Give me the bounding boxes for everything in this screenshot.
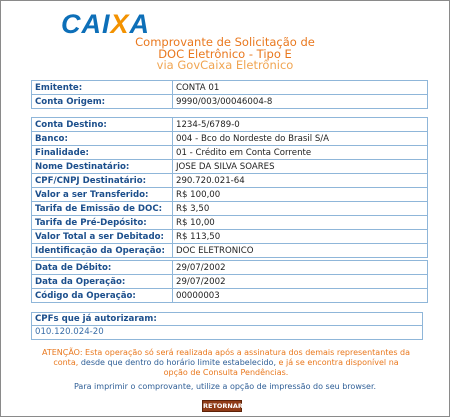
table-row [32, 132, 428, 146]
field-label: Identificação da Operação: [32, 244, 173, 258]
field-label: Conta Origem: [32, 95, 173, 109]
return-button[interactable]: RETORNAR [203, 402, 243, 410]
field-value: JOSE DA SILVA SOARES [173, 160, 428, 174]
page-title-line2: DOC Eletrônico - Tipo E [158, 47, 292, 61]
page-title-line1: Comprovante de Solicitação de [135, 35, 315, 49]
field-value: 00000003 [173, 289, 428, 303]
field-value: CONTA 01 [173, 81, 428, 95]
page-subtitle: via GovCaixa Eletrônico [156, 58, 294, 72]
table-row [32, 230, 428, 244]
origin-table [31, 80, 428, 109]
warning-part2: desde que dentro do horário limite estabelecido, [80, 358, 276, 367]
field-value: 29/07/2002 [173, 275, 428, 289]
table-row [32, 216, 428, 230]
table-row [32, 275, 428, 289]
table-row [32, 174, 428, 188]
field-label: Código da Operação: [32, 289, 173, 303]
field-value: 29/07/2002 [173, 261, 428, 275]
table-row [32, 188, 428, 202]
table-row [32, 81, 428, 95]
authorized-cpfs-header: CPFs que já autorizaram: [32, 313, 422, 326]
table-row [32, 160, 428, 174]
authorized-cpf-value: 010.120.024-20 [35, 327, 104, 337]
table-row [32, 202, 428, 216]
print-hint: Para imprimir o comprovante, utilize a opção de impressão do seu browser. [73, 382, 377, 391]
table-row [32, 244, 428, 258]
authorized-cpfs-box [31, 312, 423, 340]
dates-table [31, 260, 428, 303]
table-row [32, 146, 428, 160]
field-label: Valor a ser Transferido: [32, 188, 173, 202]
warning-message [41, 348, 411, 378]
table-row [32, 95, 428, 109]
field-value: 9990/003/00046004-8 [173, 95, 428, 109]
field-label: Banco: [32, 132, 173, 146]
field-value: 01 - Crédito em Conta Corrente [173, 146, 428, 160]
logo-text-cai: CAI [61, 9, 111, 39]
warning-part1: ATENÇÃO: Esta operação só será realizada após a assinatura dos demais representantes da conta, [41, 348, 411, 367]
table-row [32, 118, 428, 132]
field-value: DOC ELETRONICO [173, 244, 428, 258]
field-label: Data da Operação: [32, 275, 173, 289]
table-row [32, 289, 428, 303]
field-value: R$ 113,50 [173, 230, 428, 244]
field-label: Emitente: [32, 81, 173, 95]
field-label: CPF/CNPJ Destinatário: [32, 174, 173, 188]
field-label: Nome Destinatário: [32, 160, 173, 174]
field-value: 004 - Bco do Nordeste do Brasil S/A [173, 132, 428, 146]
field-label: Finalidade: [32, 146, 173, 160]
field-value: R$ 100,00 [173, 188, 428, 202]
field-label: Conta Destino: [32, 118, 173, 132]
logo-text-x: X [110, 9, 130, 39]
warning-part3: e já se encontra disponível na opção de Consulta Pendências. [163, 358, 399, 377]
field-label: Tarifa de Pré-Depósito: [32, 216, 173, 230]
field-value: 290.720.021-64 [173, 174, 428, 188]
field-label: Valor Total a ser Debitado: [32, 230, 173, 244]
destination-table [31, 117, 428, 258]
table-row [32, 261, 428, 275]
field-label: Data de Débito: [32, 261, 173, 275]
field-value: R$ 3,50 [173, 202, 428, 216]
field-value: R$ 10,00 [173, 216, 428, 230]
logo-text-a: A [129, 9, 151, 39]
field-label: Tarifa de Emissão de DOC: [32, 202, 173, 216]
field-value: 1234-5/6789-0 [173, 118, 428, 132]
